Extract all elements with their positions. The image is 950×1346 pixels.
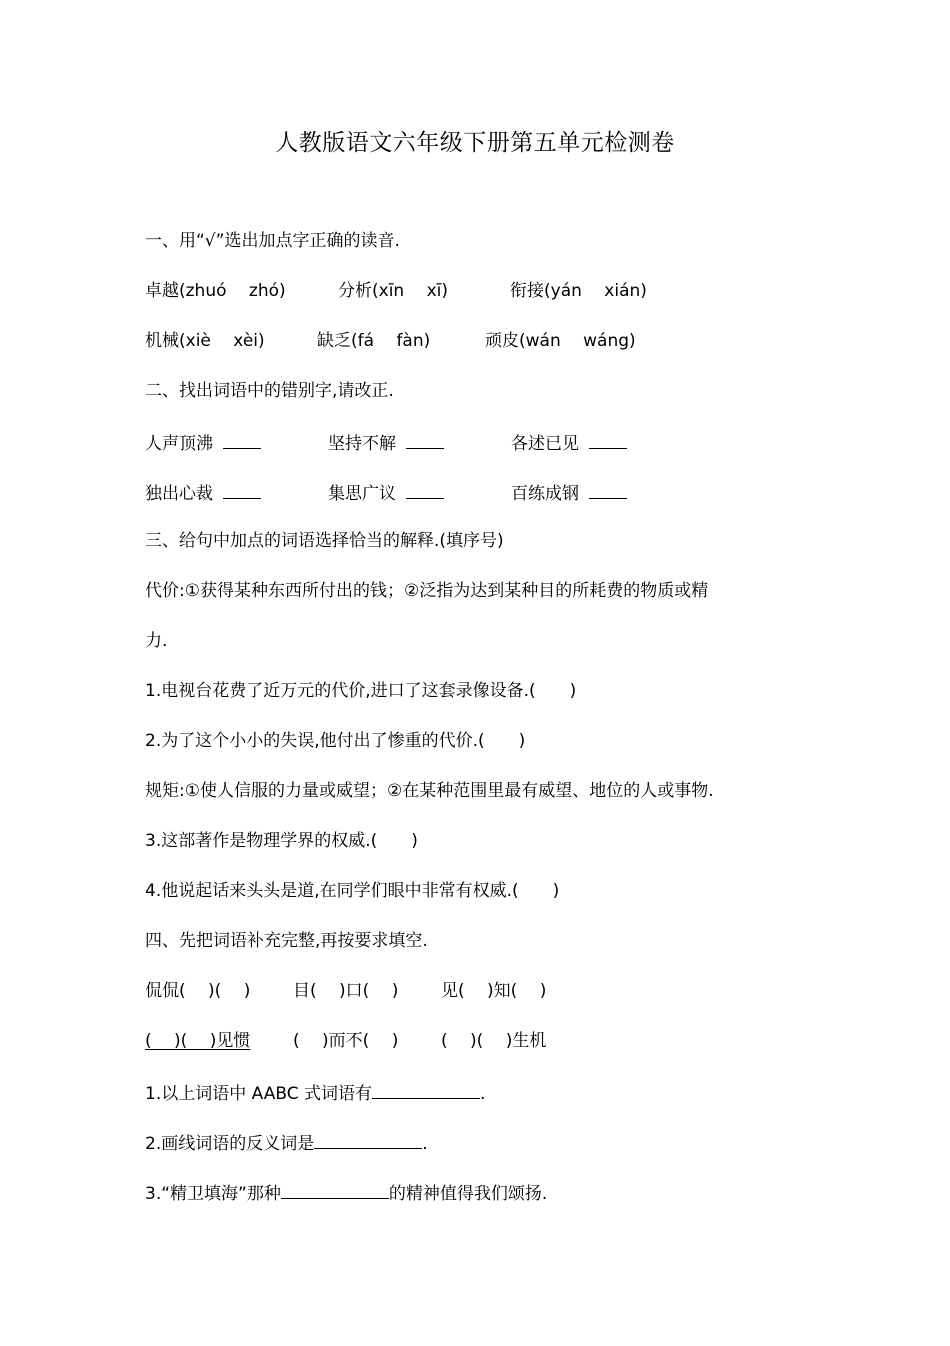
- answer-blank[interactable]: [406, 480, 444, 499]
- section4-heading: 四、先把词语补充完整,再按要求填空.: [145, 931, 428, 951]
- idiom-row-1: [145, 980, 765, 1002]
- typo-word: 百练成钢: [511, 484, 579, 504]
- fill-question-3: [145, 1180, 547, 1205]
- question-text: 2.画线词语的反义词是: [145, 1134, 315, 1154]
- question-text: 3.“精卫填海”那种: [145, 1184, 281, 1204]
- answer-blank[interactable]: [589, 480, 627, 499]
- idiom-fill[interactable]: ( )( )生机: [441, 1031, 547, 1051]
- typo-word: 独出心裁: [145, 484, 213, 504]
- pinyin-row-1: [145, 280, 765, 302]
- section3-heading: 三、给句中加点的词语选择恰当的解释.(填序号): [145, 531, 504, 551]
- typo-word: 坚持不解: [328, 434, 396, 454]
- fill-question-2: [145, 1130, 428, 1155]
- definition-daijia: 代价:①获得某种东西所付出的钱；②泛指为达到某种目的所耗费的物质或精: [145, 581, 709, 601]
- pinyin-option[interactable]: 卓越(zhuó zhó): [145, 281, 286, 301]
- definition-daijia-cont: 力.: [145, 631, 168, 651]
- answer-blank[interactable]: [281, 1180, 389, 1199]
- question-3[interactable]: 3.这部著作是物理学界的权威.( ): [145, 831, 418, 851]
- pinyin-option[interactable]: 顽皮(wán wáng): [485, 331, 636, 351]
- question-2[interactable]: 2.为了这个小小的失误,他付出了惨重的代价.( ): [145, 731, 526, 751]
- idiom-fill[interactable]: 目( )口( ): [293, 981, 399, 1001]
- idiom-fill[interactable]: ( )而不( ): [293, 1031, 399, 1051]
- definition-weiwang: 规矩:①使人信服的力量或威望；②在某种范围里最有威望、地位的人或事物.: [145, 781, 714, 801]
- answer-blank[interactable]: [314, 1130, 422, 1149]
- idiom-fill[interactable]: 见( )知( ): [441, 981, 547, 1001]
- typo-row-2: [145, 480, 765, 502]
- pinyin-option[interactable]: 缺乏(fá fàn): [317, 331, 431, 351]
- answer-blank[interactable]: [372, 1080, 480, 1099]
- question-4[interactable]: 4.他说起话来头头是道,在同学们眼中非常有权威.( ): [145, 881, 560, 901]
- pinyin-option[interactable]: 衔接(yán xián): [510, 281, 647, 301]
- idiom-fill[interactable]: 侃侃( )( ): [145, 981, 251, 1001]
- typo-row-1: [145, 430, 765, 452]
- question-text: 的精神值得我们颂扬.: [388, 1184, 548, 1204]
- section1-heading: 一、用“√”选出加点字正确的读音.: [145, 231, 400, 251]
- idiom-row-2: [145, 1030, 765, 1052]
- answer-blank[interactable]: [589, 430, 627, 449]
- pinyin-option[interactable]: 机械(xiè xèi): [145, 331, 265, 351]
- question-text: .: [480, 1084, 486, 1104]
- section2-heading: 二、找出词语中的错别字,请改正.: [145, 381, 394, 401]
- typo-word: 集思广议: [328, 484, 396, 504]
- idiom-fill-underlined[interactable]: ( )( )见惯: [145, 1031, 251, 1051]
- answer-blank[interactable]: [223, 430, 261, 449]
- pinyin-option[interactable]: 分析(xīn xī): [338, 281, 449, 301]
- typo-word: 各述已见: [511, 434, 579, 454]
- question-text: .: [422, 1134, 428, 1154]
- typo-word: 人声顶沸: [145, 434, 213, 454]
- answer-blank[interactable]: [223, 480, 261, 499]
- answer-blank[interactable]: [406, 430, 444, 449]
- question-1[interactable]: 1.电视台花费了近万元的代价,进口了这套录像设备.( ): [145, 681, 577, 701]
- page-title: 人教版语文六年级下册第五单元检测卷: [275, 130, 675, 156]
- pinyin-row-2: [145, 330, 765, 352]
- question-text: 1.以上词语中 AABC 式词语有: [145, 1084, 372, 1104]
- fill-question-1: [145, 1080, 485, 1105]
